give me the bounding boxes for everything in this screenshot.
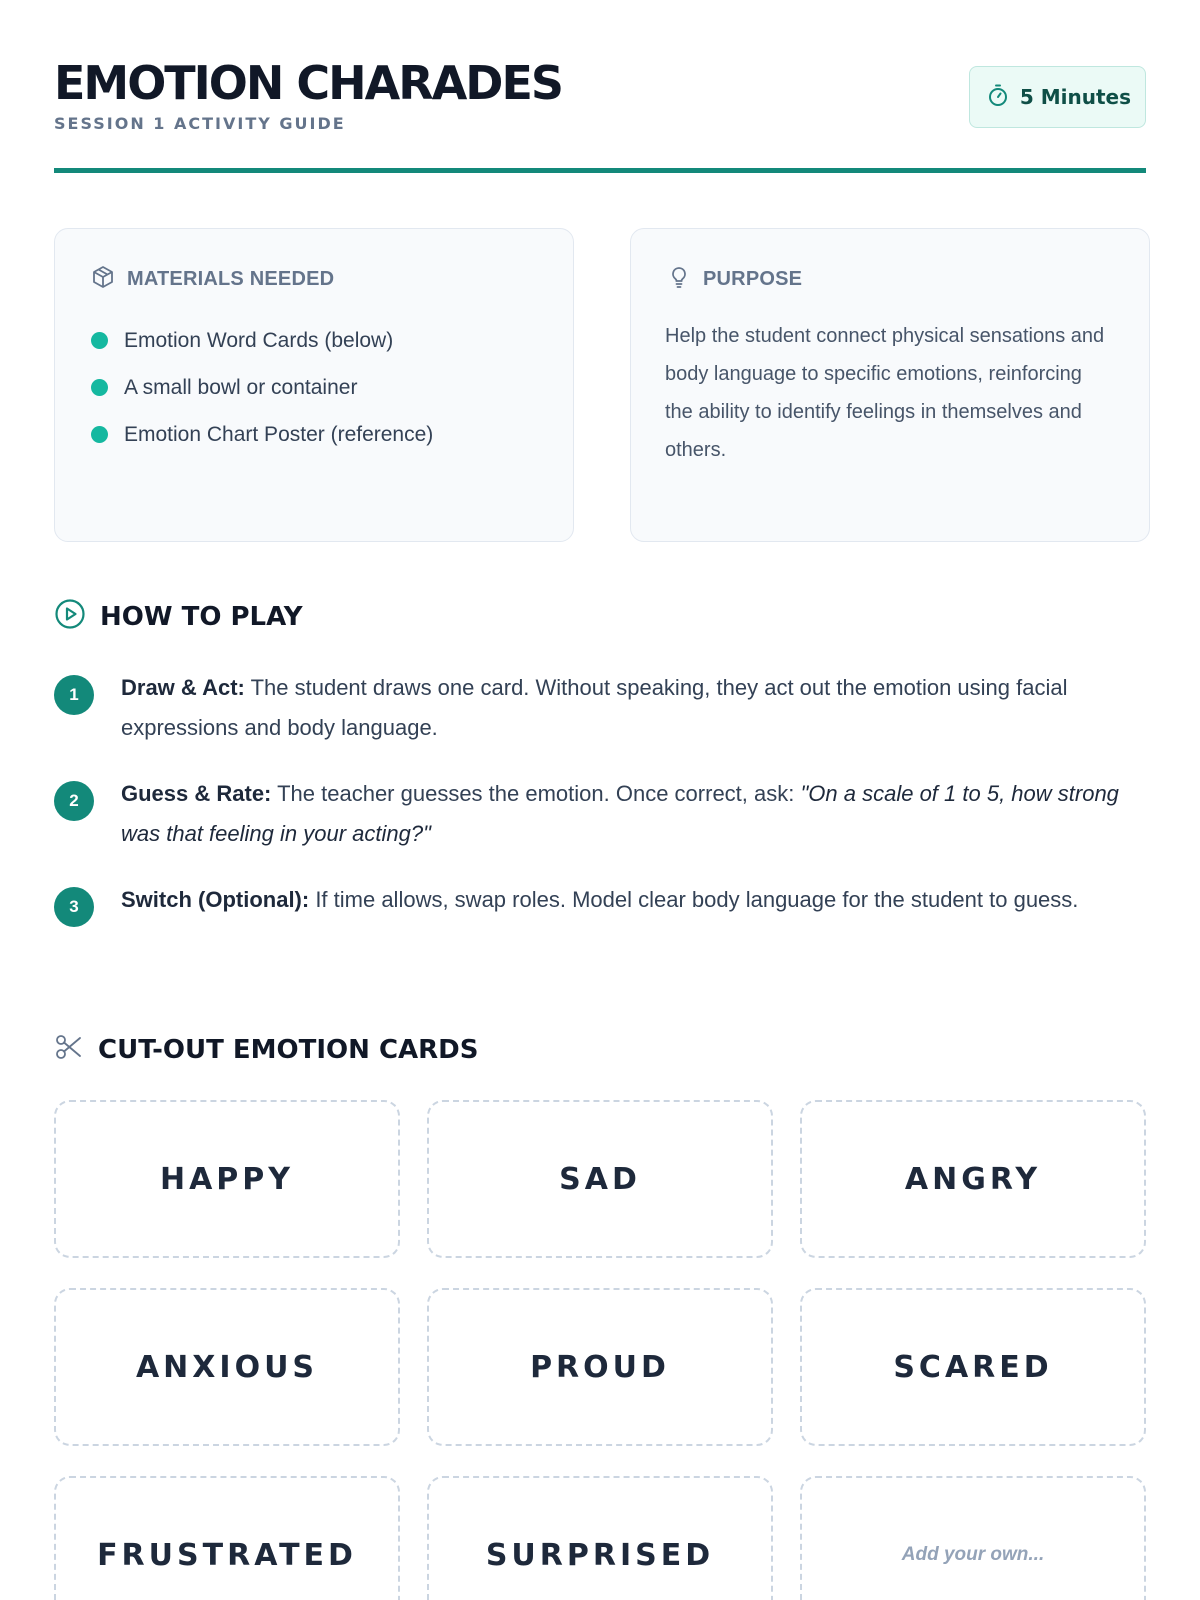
step-number: 1 bbox=[54, 675, 94, 715]
bullet-dot bbox=[91, 426, 108, 443]
cards-section-header bbox=[54, 1032, 479, 1067]
materials-heading: MATERIALS NEEDED bbox=[127, 268, 335, 290]
header-divider bbox=[54, 168, 1146, 173]
step-text: The student draws one card. Without speaking, they act out the emotion using facial expressions and body language. bbox=[121, 675, 1068, 740]
how-to-play-heading: HOW TO PLAY bbox=[100, 601, 303, 632]
steps-list bbox=[54, 668, 1146, 946]
list-item bbox=[91, 317, 433, 364]
emotion-card: SAD bbox=[427, 1100, 773, 1258]
time-badge-label: 5 Minutes bbox=[1019, 85, 1131, 109]
materials-item-label: Emotion Chart Poster (reference) bbox=[124, 422, 434, 446]
page-subtitle: SESSION 1 ACTIVITY GUIDE bbox=[54, 114, 346, 133]
page-title: EMOTION CHARADES bbox=[54, 56, 563, 110]
step-text: The teacher guesses the emotion. Once correct, ask: bbox=[271, 781, 801, 806]
step-item bbox=[54, 668, 1146, 748]
list-item bbox=[91, 364, 433, 411]
time-badge bbox=[969, 66, 1146, 128]
step-title: Switch (Optional): bbox=[121, 887, 310, 912]
bullet-dot bbox=[91, 332, 108, 349]
purpose-heading: PURPOSE bbox=[703, 268, 803, 290]
step-item bbox=[54, 774, 1146, 854]
stopwatch-icon bbox=[986, 83, 1010, 112]
materials-card bbox=[54, 228, 574, 542]
box-icon bbox=[91, 265, 115, 294]
step-item bbox=[54, 880, 1146, 920]
cards-section-heading: CUT-OUT EMOTION CARDS bbox=[98, 1034, 479, 1065]
materials-item-label: A small bowl or container bbox=[124, 375, 358, 399]
materials-header bbox=[91, 265, 334, 294]
step-number: 3 bbox=[54, 887, 94, 927]
emotion-card: SURPRISED bbox=[427, 1476, 773, 1600]
play-circle-icon bbox=[54, 598, 86, 635]
emotion-card: PROUD bbox=[427, 1288, 773, 1446]
emotion-card: HAPPY bbox=[54, 1100, 400, 1258]
emotion-card: ANGRY bbox=[800, 1100, 1146, 1258]
emotion-cards-grid bbox=[54, 1100, 1146, 1600]
list-item bbox=[91, 411, 433, 458]
emotion-card: SCARED bbox=[800, 1288, 1146, 1446]
add-your-own-card: Add your own... bbox=[800, 1476, 1146, 1600]
bullet-dot bbox=[91, 379, 108, 396]
materials-item-label: Emotion Word Cards (below) bbox=[124, 328, 394, 352]
purpose-card bbox=[630, 228, 1150, 542]
step-title: Guess & Rate: bbox=[121, 781, 272, 806]
page-header bbox=[54, 56, 1146, 176]
emotion-card: FRUSTRATED bbox=[54, 1476, 400, 1600]
how-to-play-header bbox=[54, 598, 303, 635]
step-text: If time allows, swap roles. Model clear body language for the student to guess. bbox=[309, 887, 1079, 912]
step-title: Draw & Act: bbox=[121, 675, 245, 700]
purpose-header bbox=[667, 265, 802, 294]
step-quote: "On a scale of 1 to 5, how strong was that feeling in your acting?" bbox=[121, 781, 1119, 846]
emotion-card: ANXIOUS bbox=[54, 1288, 400, 1446]
step-number: 2 bbox=[54, 781, 94, 821]
scissors-icon bbox=[54, 1032, 84, 1067]
purpose-text: Help the student connect physical sensations and body language to specific emotions, reinforcing the ability to identify feelings in themselves and others. bbox=[665, 325, 1105, 461]
lightbulb-icon bbox=[667, 265, 691, 294]
materials-list bbox=[91, 317, 433, 458]
